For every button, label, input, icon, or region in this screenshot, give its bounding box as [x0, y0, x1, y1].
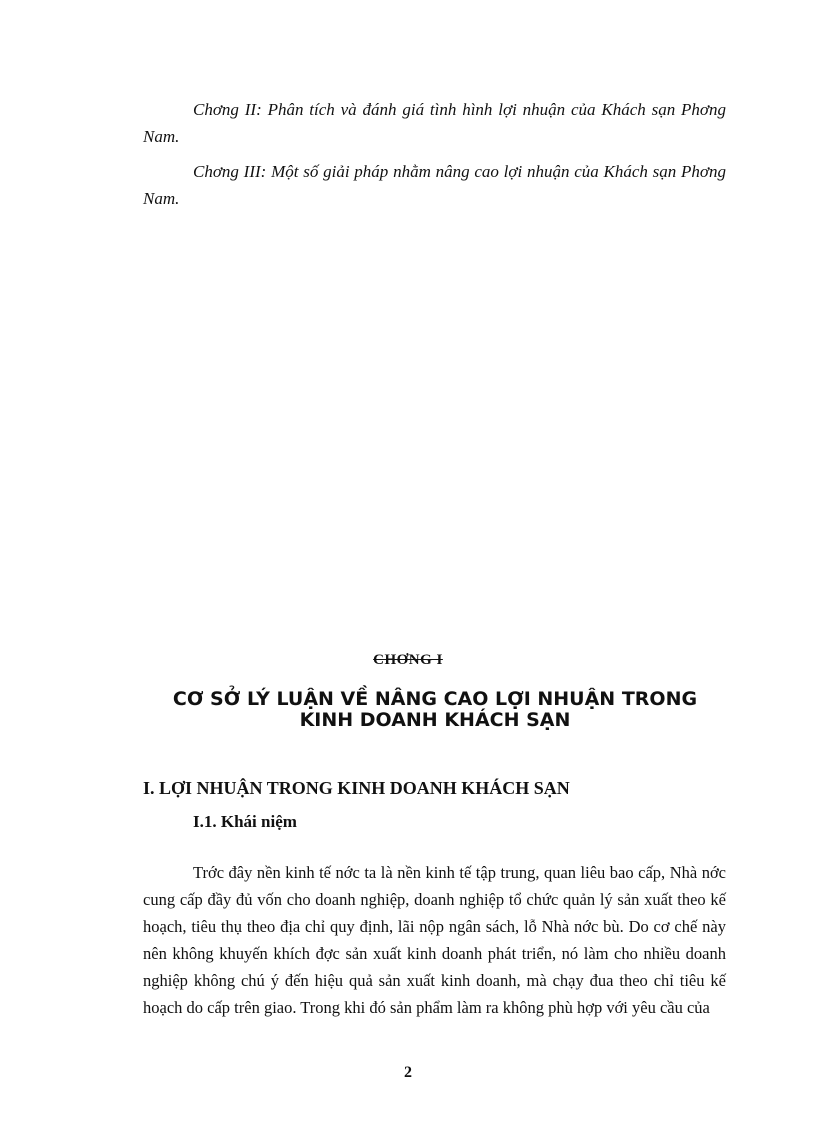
subsection-heading: I.1. Khái niệm [193, 812, 297, 831]
intro-paragraph-chapter-2: Chơng II: Phân tích và đánh giá tình hình lợi nhuận của Khách sạn Phơng Nam. [143, 100, 726, 146]
section-heading: I. LỢI NHUẬN TRONG KINH DOANH KHÁCH SẠN [143, 778, 570, 798]
page-number: 2 [404, 1064, 412, 1081]
body-paragraph: Trớc đây nền kinh tế nớc ta là nền kinh tế tập trung, quan liêu bao cấp, Nhà nớc cung cấp đầy đủ vốn cho doanh nghiệp, doanh nghiệp tổ chức quản lý sản xuất theo kế hoạch, tiêu thụ theo địa chỉ quy định, lãi nộp ngân sách, lỗ Nhà nớc bù. Do cơ chế này nên không khuyến khích đợc sản xuất kinh doanh phát triển, nó làm cho nhiều doanh nghiệp không chú ý đến hiệu quả sản xuất kinh doanh, mà chạy đua theo chỉ tiêu kế hoạch do cấp trên giao. Trong khi đó sản phẩm làm ra không phù hợp với yêu cầu của [143, 863, 726, 1017]
intro-paragraph-chapter-3: Chơng III: Một số giải pháp nhằm nâng cao lợi nhuận của Khách sạn Phơng Nam. [143, 162, 726, 208]
chapter-title: CƠ SỞ LÝ LUẬN VỀ NÂNG CAO LỢI NHUẬN TRONG KINH DOANH KHÁCH SẠN [172, 688, 698, 731]
chapter-label: CHƠNG I [373, 652, 443, 668]
